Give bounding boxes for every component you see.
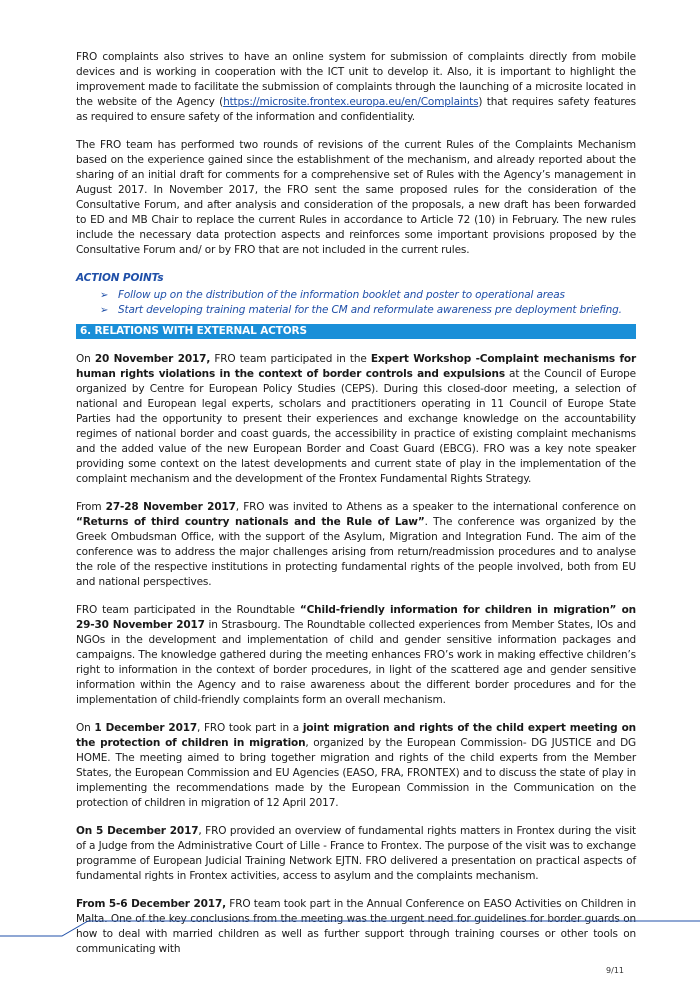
action-points-list — [76, 288, 636, 318]
paragraph-roundtable: FRO team participated in the Roundtable “Child-friendly information for children in migration” on 29-30 November 2017 in Strasbourg. The Roundtable collected experiences from Member States, IOs and NGOs in the development and implementation of child and gender sensitive information packages and campaigns. The knowledge gathered during the meeting enhances FRO’s work in making effective children’s right to information in the context of border procedures, in light of the scattered age and gender sensitive information within the Agency and to raise awareness about the different border procedures and for the implementation of child-friendly complaints form an overall mechanism. — [76, 604, 636, 706]
paragraph-expert-workshop: On 20 November 2017, FRO team participated in the Expert Workshop -Complaint mechanisms for human rights violations in the context of border controls and expulsions at the Council of Europe organized by Centre for European Policy Studies (CEPS). During this closed-door meeting, a selection of national and European legal experts, scholars and practitioners operating in 11 Council of Europe State Parties had the opportunity to present their experiences and exchange knowledge on the accountability regimes of national border and coast guards, the accessibility in practice of existing complaint mechanisms and the added value of the new European Border and Coast Guard (EBCG). FRO was a key note speaker providing some context on the latest developments and current state of play in the implementation of the complaint mechanism and the development of the Frontex Fundamental Rights Strategy. — [76, 353, 637, 485]
text: ) that requires safety features as required to ensure safety of the information and confidentiality. — [76, 96, 636, 123]
page-number: 9/11 — [606, 966, 624, 975]
paragraph-judge-visit: On 5 December 2017, FRO provided an overview of fundamental rights matters in Frontex during the visit of a Judge from the Administrative Court of Lille - France to Frontex. The purpose of the visit was to exchange programme of European Judicial Training Network EJTN. FRO delivered a presentation on practical aspects of fundamental rights in Frontex activities, access to asylum and the complaints mechanism. — [76, 825, 636, 882]
arrow-bullet-icon: ➢ — [100, 290, 109, 301]
document-body — [76, 50, 636, 970]
action-point-text: Start developing training material for the CM and reformulate awareness pre deployment briefing. — [118, 304, 622, 316]
paragraph-online-system — [76, 50, 636, 125]
action-point-item — [100, 303, 636, 318]
text: FRO complaints also strives to have an online system for submission of complaints directly from mobile devices and is working in cooperation with the ICT unit to develop it. Also, it is important to highlight the improvement made to facilitate the submission of complaints through the launching of a microsite located in the website of the Agency ( — [76, 51, 636, 108]
arrow-bullet-icon: ➢ — [100, 305, 109, 316]
section-heading: 6. RELATIONS WITH EXTERNAL ACTORS — [76, 324, 636, 339]
paragraph-child-expert-meeting: On 1 December 2017, FRO took part in a joint migration and rights of the child expert meeting on the protection of children in migration, organized by the European Commission- DG JUSTICE and DG HOME. The meeting aimed to bring together migration and rights of the child experts from the Member States, the European Commission and EU Agencies (EASO, FRA, FRONTEX) and to discuss the state of play in implementing the recommendations made by the European Commission in the Communication on the protection of children in migration of 12 April 2017. — [76, 722, 636, 809]
complaints-microsite-link[interactable]: https://microsite.frontex.europa.eu/en/Complaints — [223, 96, 479, 108]
paragraph-easo-conference: From 5-6 December 2017, FRO team took part in the Annual Conference on EASO Activities on Children in Malta. One of the key conclusions from the meeting was the urgent need for guidelines for border guards on how to deal with married children as well as further support through training courses or other tools on communicating with — [76, 898, 636, 955]
action-point-text: Follow up on the distribution of the information booklet and poster to operational areas — [118, 289, 565, 301]
action-point-item — [100, 288, 636, 303]
paragraph-athens-conference: From 27-28 November 2017, FRO was invited to Athens as a speaker to the international conference on “Returns of third country nationals and the Rule of Law”. The conference was organized by the Greek Ombudsman Office, with the support of the Asylum, Migration and Integration Fund. The aim of the conference was to address the major challenges arising from return/readmission procedures and to analyse the role of the respective institutions in protecting fundamental rights of the people involved, both from EU and national perspectives. — [76, 501, 636, 588]
paragraph-rules-revision: The FRO team has performed two rounds of revisions of the current Rules of the Complaints Mechanism based on the experience gained since the establishment of the mechanism, and already reported about the sharing of an initial draft for comments for a comprehensive set of Rules with the Agency’s management in August 2017. In November 2017, the FRO sent the same proposed rules for the consideration of the Consultative Forum, and after analysis and consideration of the proposals, a new draft has been forwarded to ED and MB Chair to replace the current Rules in accordance to Article 72 (10) in February. The new rules include the necessary data protection aspects and reinforces some important provisions proposed by the Consultative Forum and/ or by FRO that are not included in the current rules. — [76, 139, 636, 256]
footer-rule — [0, 918, 700, 938]
action-points-title: ACTION POINTs — [76, 272, 164, 284]
